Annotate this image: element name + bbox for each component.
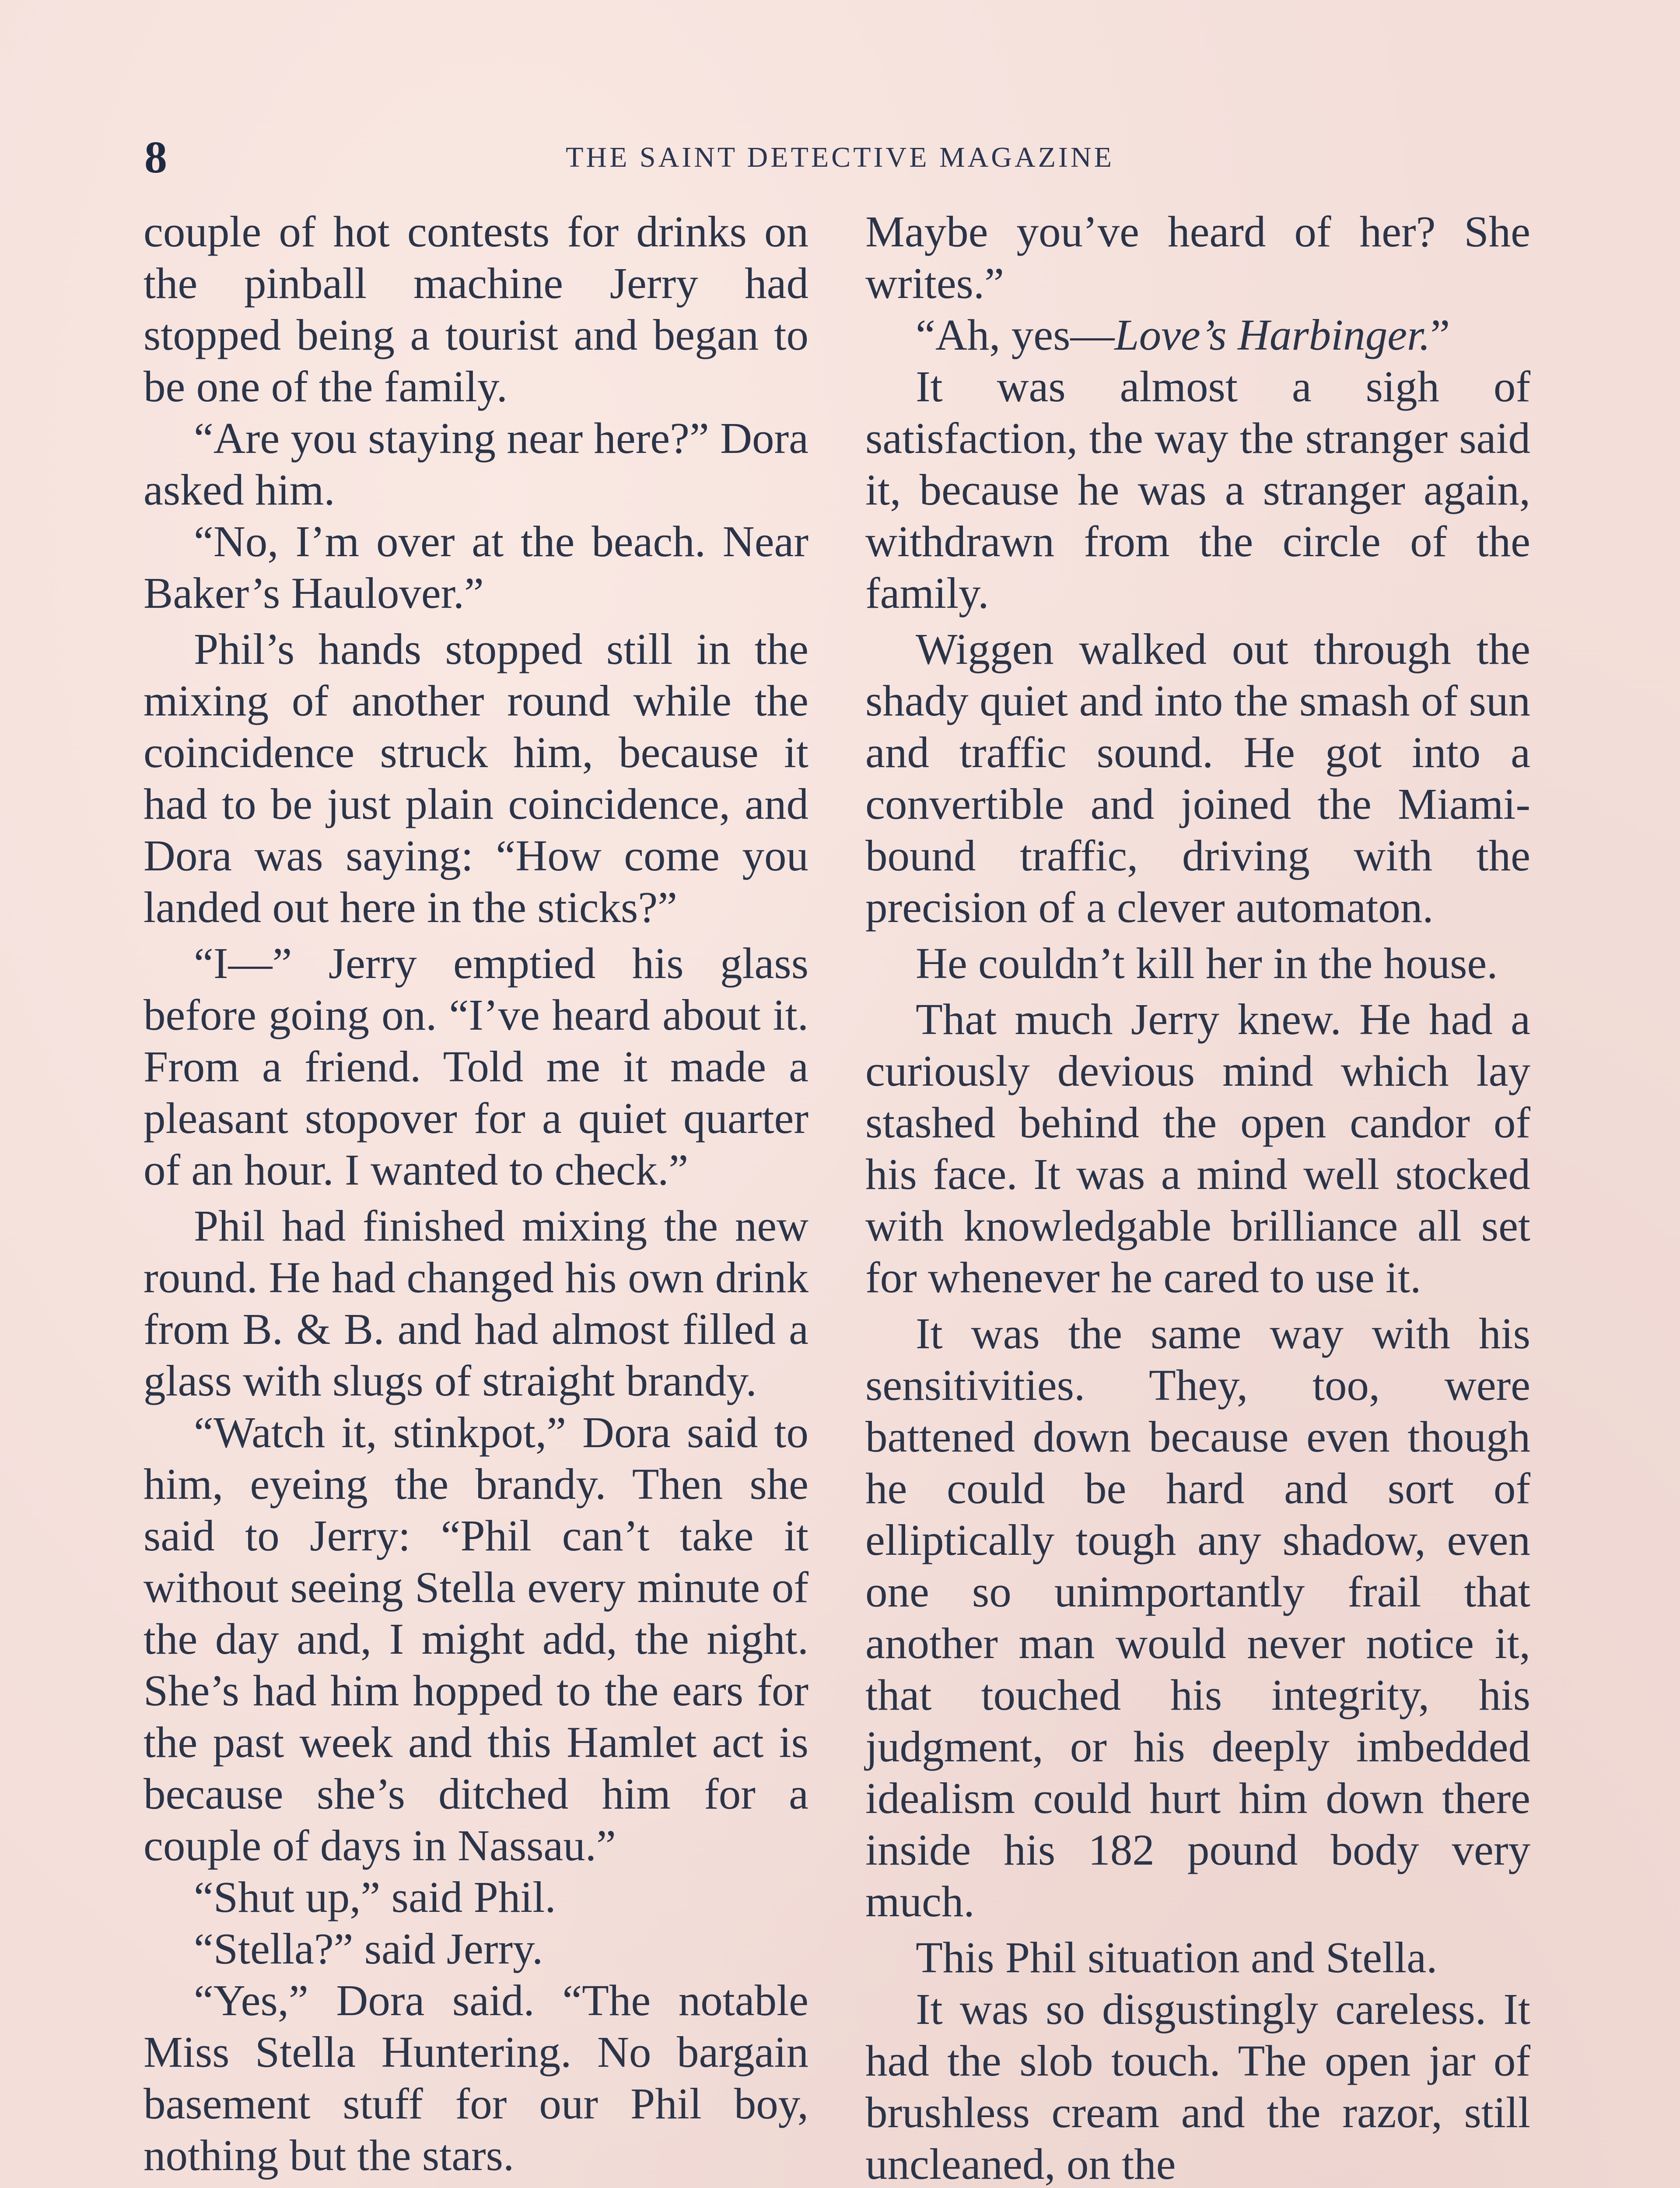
paragraph: Maybe you’ve heard of her? She writes.”: [865, 207, 1530, 308]
paragraph: “I—” Jerry emptied his glass before going on. “I’ve heard about it. From a friend. Told me it made a pleasant stopover for a quiet quarter of an hour. I wanted to check.”: [144, 939, 808, 1194]
paragraph: “Shut up,” said Phil.: [194, 1872, 556, 1922]
paragraph: Wiggen walked out through the shady quiet and into the smash of sun and traffic sound. He got into a convertible and joined the Miami-bound traffic, driving with the precision of a clever automaton.: [865, 624, 1530, 932]
paragraph: Phil had finished mixing the new round. He had changed his own drink from B. & B. and had almost filled a glass with slugs of straight brandy.: [144, 1201, 808, 1405]
paragraph: “Watch it, stinkpot,” Dora said to him, eyeing the brandy. Then she said to Jerry: “Phil can’t take it without seeing Stella every minute of the day and, I might add, the night. She’s had him hopped to the ears for the past week and this Hamlet act is because she’s ditched him for a couple of days in Nassau.”: [144, 1408, 808, 1870]
paragraph: That much Jerry knew. He had a curiously devious mind which lay stashed behind the open candor of his face. It was a mind well stocked with knowledgable brilliance all set for whenever he cared to use it.: [865, 995, 1530, 1302]
paragraph: couple of hot contests for drinks on the pinball machine Jerry had stopped being a tourist and began to be one of the family.: [144, 207, 808, 411]
paragraph: It was almost a sigh of satisfaction, the way the stranger said it, because he was a stranger again, withdrawn from the circle of the family.: [865, 362, 1530, 617]
paragraph: He couldn’t kill her in the house.: [916, 939, 1498, 988]
paragraph: “Are you staying near here?” Dora asked him.: [144, 414, 808, 514]
paragraph: [865, 309, 1530, 361]
quote-lead: “Ah, yes—: [916, 310, 1115, 359]
left-column: [144, 206, 808, 2181]
quote-close: ”: [1430, 310, 1450, 359]
page-header: [0, 131, 1680, 193]
running-head: THE SAINT DETECTIVE MAGAZINE: [566, 141, 1114, 173]
paragraph: It was the same way with his sensitivities. They, too, were battened down because even though he could be hard and sort of elliptically tough any shadow, even one so unimportantly frail that another man would never notice it, that touched his integrity, his judgment, or his deeply imbedded idealism could hurt him down there inside his 182 pound body very much.: [865, 1309, 1530, 1926]
page-number: 8: [144, 132, 167, 182]
paragraph: “Yes,” Dora said. “The notable Miss Stella Huntering. No bargain basement stuff for our Phil boy, nothing but the stars.: [144, 1976, 808, 2180]
right-column: [865, 206, 1530, 2188]
paragraph: “Stella?” said Jerry.: [194, 1924, 543, 1973]
paragraph: This Phil situation and Stella.: [916, 1933, 1438, 1982]
paragraph: “No, I’m over at the beach. Near Baker’s Haulover.”: [144, 517, 808, 617]
book-title: Love’s Harbinger.: [1114, 310, 1431, 359]
paragraph: It was so disgustingly careless. It had the slob touch. The open jar of brushless cream and the razor, still uncleaned, on the: [865, 1985, 1530, 2188]
paragraph: Phil’s hands stopped still in the mixing of another round while the coincidence struck him, because it had to be just plain coincidence, and Dora was saying: “How come you landed out here in the sticks?”: [144, 624, 808, 932]
